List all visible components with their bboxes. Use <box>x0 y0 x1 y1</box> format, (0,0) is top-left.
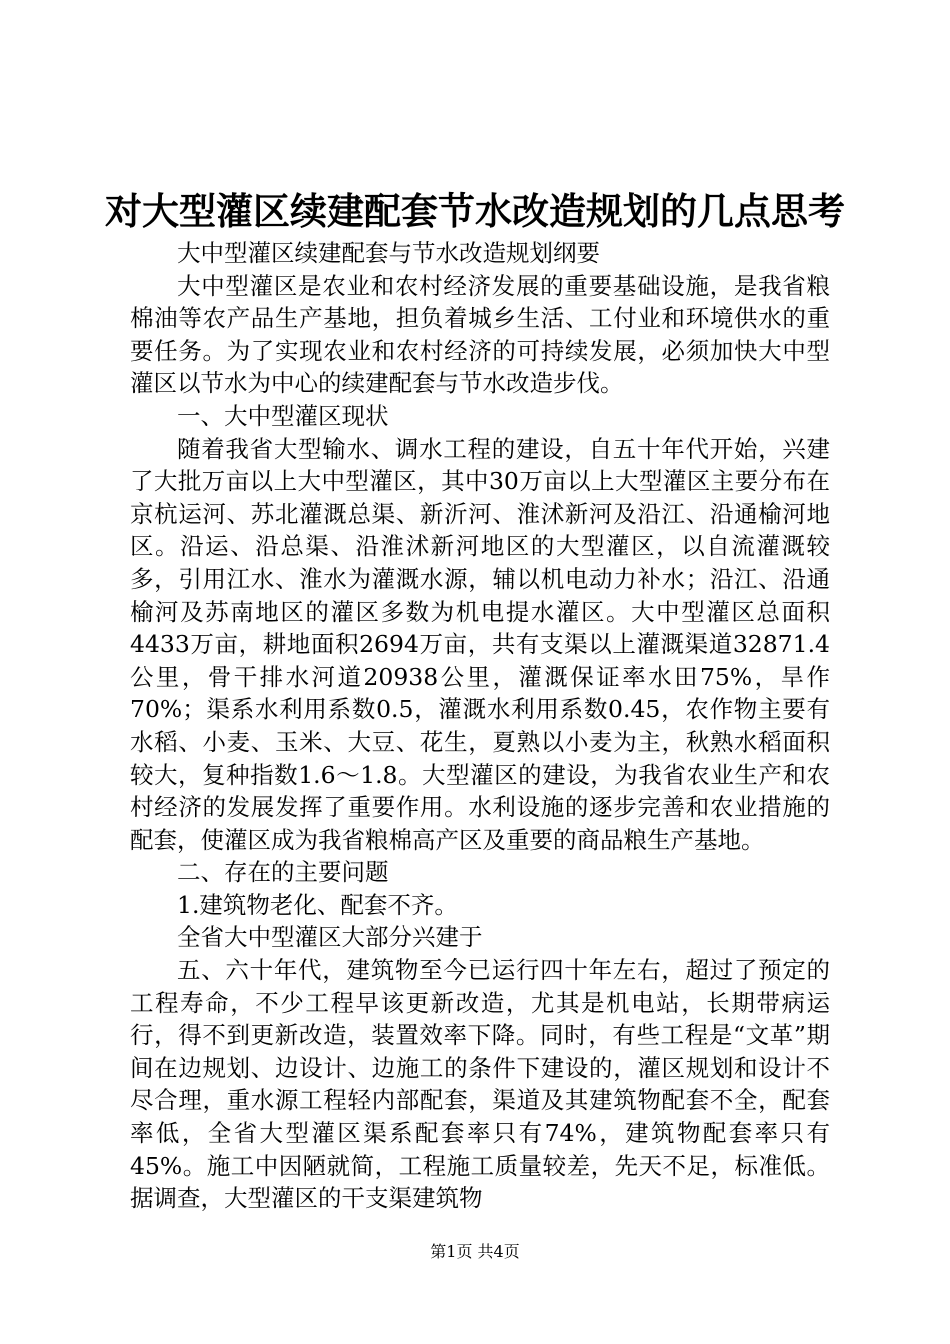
paragraph-aging-lead: 全省大中型灌区大部分兴建于 <box>177 923 483 952</box>
paragraph-outline-heading: 大中型灌区续建配套与节水改造规划纲要 <box>177 239 600 267</box>
section-heading-status: 一、大中型灌区现状 <box>177 401 389 430</box>
paragraph-intro: 大中型灌区是农业和农村经济发展的重要基础设施，是我省粮棉油等农产品生产基地，担负着城乡生活、工付业和环境供水的重要任务。为了实现农业和农村经济的可持续发展，必须加快大中型灌区以节水为中心的续建配套与节水改造步伐。 <box>130 271 830 398</box>
paragraph-status: 随着我省大型输水、调水工程的建设，自五十年代开始，兴建了大批万亩以上大中型灌区，其中30万亩以上大型灌区主要分布在京杭运河、苏北灌溉总渠、新沂河、淮沭新河及沿江、沿通榆河地区。沿运、沿总渠、沿淮沭新河地区的大型灌区，以自流灌溉较多，引用江水、淮水为灌溉水源，辅以机电动力补水；沿江、沿通榆河及苏南地区的灌区多数为机电提水灌区。大中型灌区总面积4433万亩，耕地面积2694万亩，共有支渠以上灌溉渠道32871.4公里，骨干排水河道20938公里，灌溉保证率水田75%，旱作70%；渠系水利用系数0.5，灌溉水利用系数0.45，农作物主要有水稻、小麦、玉米、大豆、花生，夏熟以小麦为主，秋熟水稻面积较大，复种指数1.6～1.8。大型灌区的建设，为我省农业生产和农村经济的发展发挥了重要作用。水利设施的逐步完善和农业措施的配套，使灌区成为我省粮棉高产区及重要的商品粮生产基地。 <box>130 434 830 854</box>
paragraph-aging: 五、六十年代，建筑物至今已运行四十年左右，超过了预定的工程寿命，不少工程早该更新改造，尤其是机电站，长期带病运行，得不到更新改造，装置效率下降。同时，有些工程是“文革”期间在边规划、边设计、边施工的条件下建设的，灌区规划和设计不尽合理，重水源工程轻内部配套，渠道及其建筑物配套不全，配套率低，全省大型灌区渠系配套率只有74%，建筑物配套率只有45%。施工中因陋就简，工程施工质量较差，先天不足，标准低。据调查，大型灌区的干支渠建筑物 <box>130 956 830 1213</box>
subheading-aging: 1.建筑物老化、配套不齐。 <box>177 890 458 919</box>
document-body <box>130 237 830 1215</box>
section-heading-problems: 二、存在的主要问题 <box>177 858 389 887</box>
document-title: 对大型灌区续建配套节水改造规划的几点思考 <box>105 189 845 233</box>
page-number-footer: 第1页 共4页 <box>430 1242 520 1261</box>
